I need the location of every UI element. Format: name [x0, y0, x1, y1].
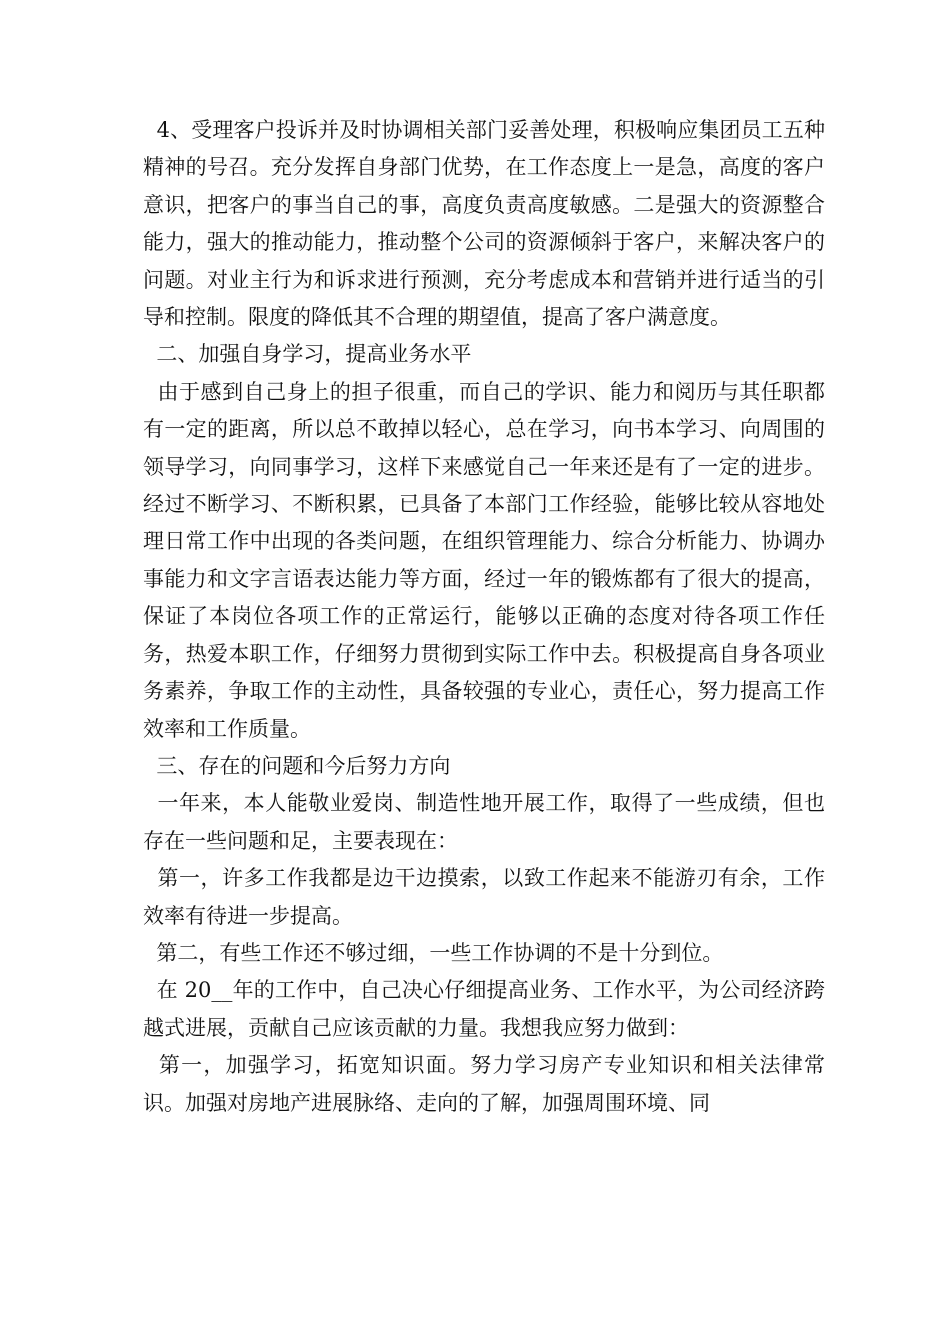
paragraph-problem-first: 第一，许多工作我都是边干边摸索，以致工作起来不能游刃有余，工作效率有待进一步提高。 — [143, 866, 825, 928]
section-heading-self-learning: 二、加强自身学习，提高业务水平 — [143, 342, 472, 367]
paragraph-self-learning: 由于感到自己身上的担子很重，而自己的学识、能力和阅历与其任职都有一定的距离，所以总不敢掉以轻心，总在学习，向书本学习、向周围的领导学习，向同事学习，这样下来感觉自己一年来还是有了一定的进步。经过不断学习、不断积累，已具备了本部门工作经验，能够比较从容地处理日常工作中出现的各类问题，在组织管理能力、综合分析能力、协调办事能力和文字言语表达能力等方面，经过一年的锻炼都有了很大的提高，保证了本岗位各项工作的正常运行，能够以正确的态度对待各项工作任务，热爱本职工作，仔细努力贯彻到实际工作中去。积极提高自身各项业务素养，争取工作的主动性，具备较强的专业心，责任心，努力提高工作效率和工作质量。 — [143, 379, 825, 741]
paragraph-year-summary: 一年来，本人能敬业爱岗、制造性地开展工作，取得了一些成绩，但也存在一些问题和足，主要表现在： — [143, 791, 825, 853]
section-heading-problems-direction: 三、存在的问题和今后努力方向 — [143, 753, 451, 778]
document-body — [143, 112, 825, 1122]
paragraph-next-year-plan: 在 20__年的工作中，自己决心仔细提高业务、工作水平，为公司经济跨越式进展，贡献自己应该贡献的力量。我想我应努力做到： — [143, 978, 825, 1040]
paragraph-complaint-handling: 4、受理客户投诉并及时协调相关部门妥善处理，积极响应集团员工五种精神的号召。充分发挥自身部门优势，在工作态度上一是急，高度的客户意识，把客户的事当自己的事，高度负责高度敏感。二是强大的资源整合能力，强大的推动能力，推动整个公司的资源倾斜于客户，来解决客户的问题。对业主行为和诉求进行预测，充分考虑成本和营销并进行适当的引导和控制。限度的降低其不合理的期望值，提高了客户满意度。 — [143, 118, 825, 330]
paragraph-problem-second: 第二，有些工作还不够过细，一些工作协调的不是十分到位。 — [143, 940, 724, 965]
paragraph-plan-first: 第一，加强学习，拓宽知识面。努力学习房产专业知识和相关法律常识。加强对房地产进展脉络、走向的了解，加强周围环境、同 — [143, 1053, 825, 1115]
